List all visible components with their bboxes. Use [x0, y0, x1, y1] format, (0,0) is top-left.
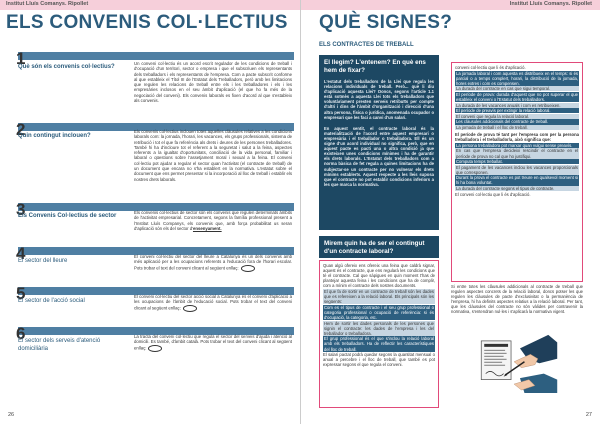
section-body: [134, 254, 292, 272]
contract-signing-illustration: [461, 326, 573, 396]
question-box-reading: [319, 55, 439, 230]
section-label: El sector de l'acció social: [18, 298, 85, 304]
section-body: Un conveni col·lectiu és un acord escrit regulador de les condicions de treball i d'ocupació d'un territori, sector o empresa i que el subscriuen els representants dels treballadors i els representants de l'empresa. Com a pacte subscrit conforme al que estableix el Títol III de l'Estatut dels Treballadors, però amb les limitacions que regulen les relacions de treball entre els i les treballadores i els i les empresàries inclosos en el seu àmbit d'aplicació (el que ho fa més de la negociació del conveni). Els convenis laborals es fixen d'acord al que s'estableix als convenis.: [134, 61, 292, 104]
clause-item: La durada de les vacances anuals i com es retribueixen.: [455, 103, 579, 108]
question-title: El llegim? L'entenem? En què ens hem de fixar?: [324, 59, 426, 74]
clause-item: La jornada de treball i el lloc de treball.: [455, 125, 579, 130]
page-title-left: ELS CONVENIS COL·LECTIUS: [6, 12, 288, 33]
section-body-text: El conveni col·lectiu del sector del lleure a Catalunya és un dels convenis amb més aplicació per a les ocupacions referents a l'educació fora de l'horari escolar.: [134, 254, 292, 265]
trial-item: Computa temps treballat.: [455, 159, 579, 164]
section-1: [6, 50, 296, 120]
box-shaded-item: Hem de sortir les dades personals de les persones que signin el contracte: les dades de l'empresa i les del treballador o treballadora.: [324, 320, 434, 336]
bottom-note-text: Si entre totes les clàusules addicionals al contracte de treball que regulen aspectes concrets de la relació laboral, doncs potser les que regulen les clàusules de pacte d'exclusivitat o la permanència de l'empresa, hi ha definits aspectes relatius a la relació laboral. Per tant, que les clàusules del contracte no són vàlides per contravenir la normativa, s'entendran nul·les i s'aplicarà la normativa vigent.: [451, 284, 583, 315]
trial-item: Durant la prova el contracte es pot treure en qualsevol moment si hi ha bona voluntat.: [456, 175, 578, 186]
institute-name-right: Institut Lluís Comanys. Ripollet: [509, 1, 592, 7]
section-body-text: La tracta del conveni col·lectiu que regula el sector del serveis d'ajuda i atenció al domicili. Es també, d'àmbit català.: [134, 334, 292, 345]
question-title: Mirem quin ha de ser el contingut d'un contracte laboral?: [324, 240, 425, 255]
section-number: 4: [16, 244, 26, 263]
link-prompt: Pots trobar el text del conveni clicant al següent enllaç:: [134, 299, 293, 311]
section-2: [6, 121, 296, 199]
clause-item: El període de preavís per extingir la relació laboral.: [455, 108, 579, 113]
page-number-left: 26: [8, 412, 15, 418]
section-6: [6, 325, 296, 369]
question-box-content: [319, 236, 439, 258]
conveni-lleure-link[interactable]: [241, 265, 255, 272]
question-body: En aquest sentit, el contracte laboral és la materialització de l'acord entre aquest empresari o empresària i el treballador o treballadora. Ell és un signe d'un acord individual no significa, però, que en aquest pacte es pacti una o altra condició ja que existeixen unes condicions mínimes i ha de garantir els drets laborals. L'Estatut dels treballadors com a norma bàsica de fet regula a quines limitacions ha de subjectar-se un contracte per no vulnerar els drets mínims establerts. Aquest respecte a les lleis suposa que el contracte no pot establir condicions inferiors a les que marca la normativa.: [324, 125, 434, 187]
trial-item: La durada del contracte segons el tipus de contracte.: [455, 186, 579, 191]
trial-item: La persona treballadora pot marxar quan vulgui sense preavís.: [455, 143, 579, 148]
section-label: El sector dels serveis d'atenció domiciliària: [18, 338, 101, 352]
section-4: [6, 245, 296, 283]
clause-item: La durada del contracte en cas que sigui temporal.: [455, 86, 579, 91]
section-3: [6, 201, 296, 245]
conveni-atencio-domiciliaria-link[interactable]: [148, 345, 162, 352]
right-page: [300, 0, 600, 424]
link-prompt: Pots trobar el text del conveni clicant al següent enllaç:: [134, 265, 239, 271]
box-outro: El salari pactat podrà quedar segons la quantitat mensual o anual a percebre i el lloc de treball, que també es pot expressar segons el que regula el conveni.: [323, 352, 435, 368]
page-title-right: QUÈ SIGNES?: [319, 12, 453, 33]
section-body: [134, 334, 292, 352]
question-body: L'estatut dels treballadors de la Llei que regula les relacions individuals de treball. Però... què li diu d'aplicació aquesta Llei? Doncs, segons l'article 1.1 està sotmès a aquesta Llei tots els treballadors que voluntàriament presten serveis retribuïts per compte d'altri i dins de l'àmbit d'organització i direcció d'una altra persona, física o jurídica, anomenada ocupador o empresari que les faci a canvi d'un salari.: [324, 79, 434, 120]
trial-period-heading: El període de prova té tant per l'empresa com per la persona treballadora i el treballador/a, això significa que:: [455, 132, 579, 143]
link-prompt: Pots trobar el text del conveni clicant al següent enllaç:: [134, 339, 292, 351]
box-top-text: conveni col·lectiu que li és d'aplicació.: [455, 65, 526, 70]
box-shaded-item: El grup professional és el que s'inclou la relació laboral amb els treballadors. Ha de reflectir les característiques del lloc de treball.: [324, 336, 434, 352]
clause-item: El període de prova: durada d'aquest que no pot superar el que estableix el conveni o l'Estatut dels treballadors.: [456, 91, 578, 103]
section-label: Els Convenis Col·lectius de sector: [18, 213, 117, 219]
clause-item: La jornada laboral i com aquesta es distribueix en el temps: si és parcial o a temps complert, horari, la distribució de la jornada, hores extres i com es compensen.: [456, 70, 578, 86]
page-number-right: 27: [585, 412, 592, 418]
page-subtitle: ELS CONTRACTES DE TREBALL: [319, 42, 414, 48]
section-number: 3: [16, 200, 26, 219]
section-bar: [18, 52, 294, 60]
section-body-text: Els convenis col·lectius de sector són els convenis que regulen determinats àmbits de l'activitat empresarial. Concretament, segons la família professional present a l'Institut Lluís Companys, els convenis que, amb força probabilitat us seran d'aplicació són els del sector d': [134, 210, 292, 231]
contract-clauses-box: [451, 62, 583, 282]
section-number: 1: [16, 49, 26, 68]
trial-item: En cas que l'empresa decideixi rescindir el contracte en el període de prova no cal que ho justifiqui.: [456, 148, 578, 159]
section-number: 6: [16, 324, 26, 343]
section-body: Els convenis col·lectius inclouen totes aquelles clàusules relatives a les condicions laborals com: la jornada, l'horari, les vacances, els grups professionals, sistema de retribució i tot el que fa referència als drets i deures de les persones treballadores. També hi ha d'incloure tot el referent a la seguretat i salut a la feina, aspectes referents a la igualtat d'oportunitats, conciliació de la vida personal, familiar i laboral o qüestions sobre l'assetjament moral i sexual a la feina. El conveni col·lectiu pot ajudar a regular el sector quan l'activitat (el contracte de treball) de un document que encara no s'ha establert en la normativa. L'estatut sobre el document que ens permet presentar si la incorporació al lloc de treball i establir els nostres drets laborals.: [134, 129, 292, 182]
section-5: [6, 285, 296, 321]
section-body: [134, 294, 292, 312]
contract-content-box: [319, 260, 439, 408]
section-number: 2: [16, 120, 26, 139]
trial-item: El pagament de les vacances inclou les vacances proporcionals que corresponen.: [456, 164, 578, 175]
header-bar-right: [301, 0, 600, 10]
institute-name-left: Institut Lluís Comanys. Ripollet: [6, 1, 89, 7]
box-intro: Quan algú ofereix ens ofereix una feina que caldrà signar, aquest és el contracte, que ens regularà les condicions que té el contracte. Cal que sàpigues en quin moment t'has de plantejar aquesta feina i les condicions que ha de complir, com a mínim el contracte dels nostres documents.: [323, 263, 435, 289]
clause-item: El conveni que regula la relació laboral.: [455, 114, 579, 119]
header-bar-left: [0, 0, 300, 10]
section-number: 5: [16, 284, 26, 303]
ensenyament-link[interactable]: ensenyament.: [192, 225, 222, 231]
section-label: El sector del lleure: [18, 258, 68, 264]
section-body: [134, 210, 292, 231]
section-body-text: El conveni col·lectiu del sector acció social a Catalunya és el conveni d'aplicació a les ocupacions de l'àmbit de l'educació social.: [134, 294, 292, 305]
clause-item: Les clàusules addicionals del contracte de treball.: [455, 119, 579, 124]
box-shaded-item: El que fa de sortir en un contracte de treball són les dades que es refereixen a la relació laboral. Els principals són les següents:: [324, 288, 434, 305]
section-label: Quin contingut inclouen?: [18, 133, 91, 139]
box-shaded-item: Com es el tipus de contracte i el seu grup professional o categoria professional o ocupació de referència: si és d'ocupació, la categoria, etc.: [324, 304, 434, 320]
trial-item: El conveni col·lectiu que li és d'aplicació.: [455, 191, 531, 197]
section-label: Què són els convenis col·lectius?: [18, 64, 115, 70]
conveni-accio-social-link[interactable]: [183, 305, 197, 312]
